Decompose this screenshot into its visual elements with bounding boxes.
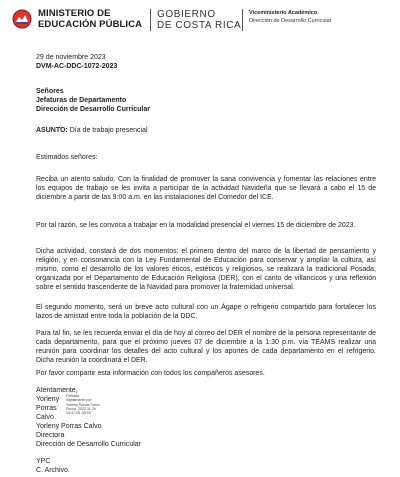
body-paragraph: Por favor compartir esta información con todos los compañeros asesores.: [36, 370, 265, 377]
digital-signature-line: digitalmente por: [66, 398, 92, 403]
body-paragraph: Para tal fin, se les recuerda enviar el día de hoy al correo del DER el nombre de la persona representante de cada departamento, para que el próximo jueves 07 de diciembre a la 1:30 p.m. vía TEAMS realizar una reunión para coordinar los detalles del acto cultural y los aportes de cada departamento en el refrigerio. Dicha reunión la coordinará el DER.: [36, 330, 376, 364]
digital-signature-line: Fecha: 2023.11.29: [66, 406, 96, 411]
digital-signature-stamp: [66, 394, 100, 415]
body-paragraph: El segundo momento, será un breve acto cultural con un Ágape o refrigerio compartido para fortalecer los lazos de amistad entre toda la población de la DDC.: [36, 304, 376, 320]
signature-name-line: Porras: [36, 405, 57, 412]
coat-of-arms-icon: [12, 9, 32, 29]
letter-date: 29 de noviembre 2023: [36, 54, 106, 61]
initials: YPC: [36, 458, 51, 465]
recipient-line: Dirección de Desarrollo Curricular: [36, 106, 150, 113]
directorate: Dirección de Desarrollo Curricular: [249, 18, 332, 24]
letterhead: [12, 8, 392, 34]
org-name-line2: EDUCACIÓN PÚBLICA: [38, 19, 143, 30]
government-line2: DE COSTA RICA: [157, 20, 242, 31]
digital-signature-line: 13:37:28 -06'00': [66, 411, 92, 416]
body-paragraph: Dicha actividad, constará de dos momentos: el primero dentro del marco de la libertad de pensamiento y religión, y en consonancia con la Ley Fundamental de Educación para conservar y ampliar la cultura, así mismo, como el desarrollo de los valores éticos, estéticos y religiosos, se realizará la tradicional Posada, organizada por el Departamento de Educación Religiosa (DER), con el canto de villancicos y una reflexión sobre el sentido trascendente de la Navidad para promover la fraternidad universal.: [36, 248, 376, 291]
vice-ministry: Viceministerio Académico: [249, 10, 318, 16]
header-divider: [242, 9, 243, 31]
signer-name: Yorleny Porras Calvo: [36, 423, 102, 430]
subject-label: ASUNTO:: [36, 127, 68, 134]
body-paragraph: Por tal razón, se les convoca a trabajar en la modalidad presencial el viernes 15 de diciembre de 2023.: [36, 222, 356, 229]
signer-role: Directora: [36, 432, 65, 439]
body-paragraph: Reciba un atento saludo. Con la finalidad de promover la sana convivencia y fomentar las relaciones entre los equipos de trabajo se les invita a participar de la actividad Navideña que se llevará a cabo el 15 de diciembre a partir de las 9:00 a.m. en las instalaciones del Comedor del ICE.: [36, 176, 376, 201]
subject-text: Día de trabajo presencial: [67, 127, 148, 134]
signature-name-line: Calvo: [36, 414, 54, 421]
header-divider: [150, 9, 151, 31]
archive-copy: C. Archivo.: [36, 467, 70, 474]
reference-number: DVM-AC-DDC-1072-2023: [36, 63, 118, 70]
digital-signature-line: Firmado: [66, 394, 80, 398]
org-name-line1: MINISTERIO DE: [38, 8, 111, 19]
signer-department: Dirección de Desarrollo Curricular: [36, 441, 142, 448]
closing: Atentamente,: [36, 387, 78, 394]
subject-line: [36, 126, 148, 135]
recipient-line: Jefaturas de Departamento: [36, 97, 127, 104]
digital-signature-line: Yorleny Porras Calvo: [66, 402, 100, 407]
signature-name-line: Yorleny: [36, 396, 60, 403]
government-line1: GOBIERNO: [157, 9, 216, 20]
salutation: Estimados señores:: [36, 154, 98, 161]
recipient-line: Señores: [36, 88, 64, 95]
